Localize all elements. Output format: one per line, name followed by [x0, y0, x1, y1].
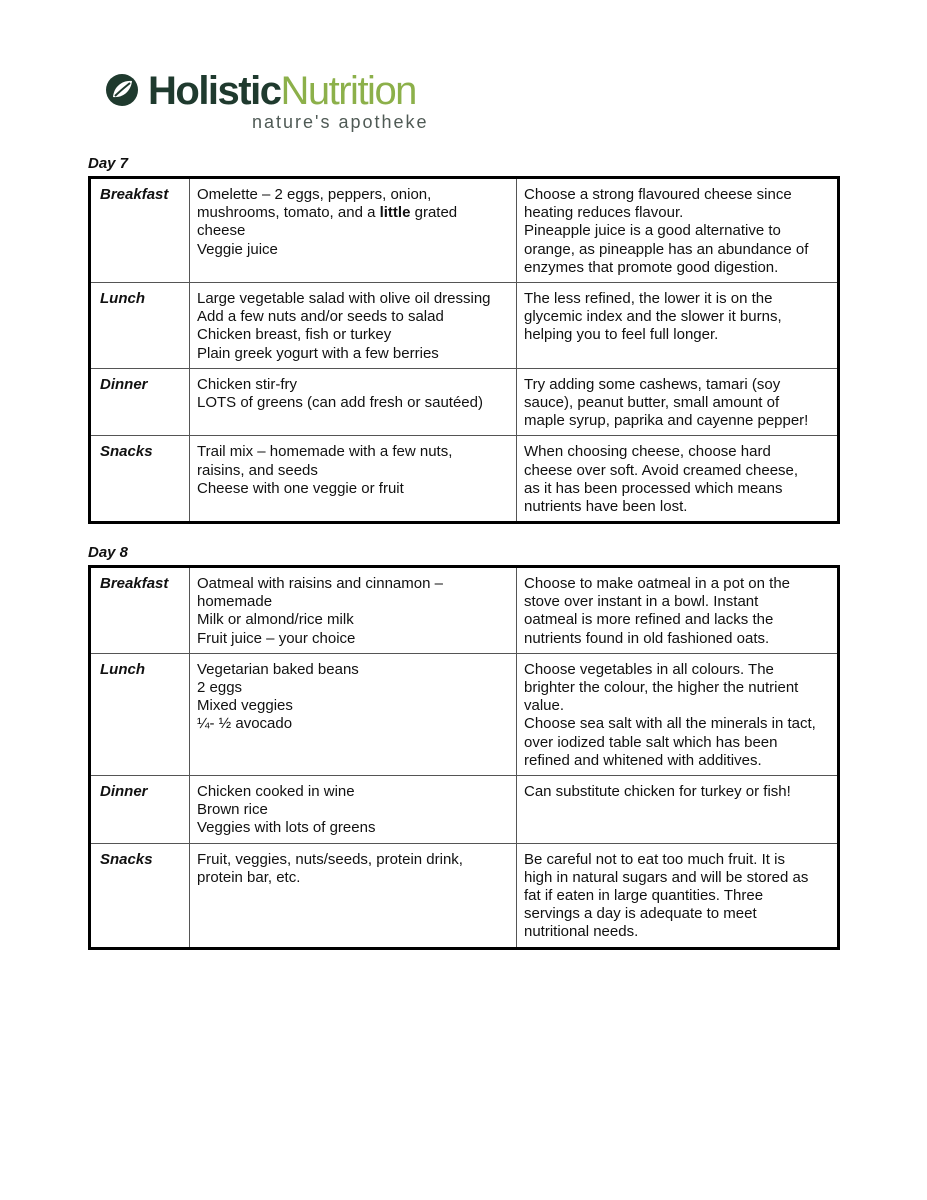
food-text-pre: protein bar, etc.: [197, 868, 301, 886]
food-text-pre: Omelette – 2 eggs, peppers, onion,: [197, 186, 432, 203]
meal-notes: [517, 283, 839, 369]
brand-name-part1: Holistic: [148, 69, 281, 113]
day-7-table: [88, 176, 840, 524]
food-text-pre: Plain greek yogurt with a few berries: [197, 344, 439, 362]
food-text-bold: little: [379, 204, 411, 222]
food-line: [197, 376, 510, 394]
note-line: nutritional needs.: [524, 923, 639, 941]
meal-foods: [190, 776, 517, 844]
food-text-pre: Trail mix – homemade with a few nuts,: [197, 443, 453, 461]
meal-notes: [517, 653, 839, 775]
note-line: nutrients found in old fashioned oats.: [524, 629, 770, 647]
meal-name: Dinner: [90, 368, 190, 436]
meal-notes: [517, 776, 839, 844]
food-text-pre: homemade: [197, 593, 273, 611]
food-text-pre: cheese: [197, 222, 246, 240]
note-line: maple syrup, paprika and cayenne pepper!: [524, 412, 809, 430]
note-line: sauce), peanut butter, small amount of: [524, 394, 780, 412]
day-8-label: Day 8: [88, 544, 129, 561]
food-line: [197, 186, 510, 204]
food-text-pre: Large vegetable salad with olive oil dressing: [197, 290, 491, 308]
note-line: heating reduces flavour.: [524, 204, 684, 222]
meal-row: [90, 368, 839, 436]
food-text-pre: Chicken stir-fry: [197, 375, 298, 393]
food-line: [197, 661, 510, 679]
note-line: fat if eaten in large quantities. Three: [524, 887, 764, 905]
food-text-pre: LOTS of greens (can add fresh or sautéed): [197, 394, 483, 412]
food-text-pre: mushrooms, tomato, and a: [197, 204, 380, 222]
meal-notes: [517, 843, 839, 948]
food-line: [197, 783, 510, 801]
brand-name-part2: Nutrition: [280, 69, 416, 113]
note-line: Choose sea salt with all the minerals in tact,: [524, 715, 816, 733]
meal-name: Lunch: [90, 283, 190, 369]
day-8-table: [88, 565, 840, 950]
food-text-pre: Oatmeal with raisins and cinnamon –: [197, 575, 443, 592]
food-text-pre: Veggie juice: [197, 240, 278, 258]
food-line: [197, 308, 510, 326]
food-line: [197, 630, 510, 648]
note-line: oatmeal is more refined and lacks the: [524, 611, 774, 629]
food-line: [197, 443, 510, 461]
meal-name: Lunch: [90, 653, 190, 775]
food-line: [197, 462, 510, 480]
food-text-pre: 2 eggs: [197, 679, 243, 697]
meal-foods: [190, 283, 517, 369]
food-text-pre: Add a few nuts and/or seeds to salad: [197, 308, 444, 326]
food-line: [197, 290, 510, 308]
note-line: glycemic index and the slower it burns,: [524, 308, 782, 326]
food-line: [197, 204, 510, 222]
note-line: high in natural sugars and will be stored as: [524, 868, 809, 886]
food-text-pre: Brown rice: [197, 801, 268, 819]
food-text-pre: Veggies with lots of greens: [197, 819, 376, 837]
food-line: [197, 679, 510, 697]
meal-row: [90, 843, 839, 948]
meal-foods: [190, 567, 517, 654]
food-text-post: grated: [410, 204, 458, 222]
note-line: orange, as pineapple has an abundance of: [524, 240, 809, 258]
note-line: refined and whitened with additives.: [524, 751, 762, 769]
food-text-pre: Cheese with one veggie or fruit: [197, 479, 404, 497]
meal-row: [90, 653, 839, 775]
food-line: [197, 869, 510, 887]
food-line: [197, 611, 510, 629]
food-line: [197, 480, 510, 498]
note-line: Choose to make oatmeal in a pot on the: [524, 575, 791, 592]
note-line: Can substitute chicken for turkey or fish!: [524, 783, 791, 801]
food-line: [197, 575, 510, 593]
meal-notes: [517, 436, 839, 523]
note-line: enzymes that promote good digestion.: [524, 258, 779, 276]
note-line: Try adding some cashews, tamari (soy: [524, 375, 781, 393]
note-line: Choose a strong flavoured cheese since: [524, 186, 792, 203]
meal-foods: [190, 368, 517, 436]
note-line: The less refined, the lower it is on the: [524, 290, 773, 308]
meal-notes: [517, 567, 839, 654]
food-line: [197, 715, 510, 733]
food-line: [197, 394, 510, 412]
food-text-pre: Fruit, veggies, nuts/seeds, protein drink,: [197, 850, 463, 868]
food-text-pre: Mixed veggies: [197, 697, 293, 715]
note-line: Be careful not to eat too much fruit. It is: [524, 850, 785, 868]
note-line: as it has been processed which means: [524, 479, 783, 497]
food-line: [197, 326, 510, 344]
brand-logo: [104, 68, 474, 138]
note-line: helping you to feel full longer.: [524, 326, 719, 344]
food-line: [197, 697, 510, 715]
food-text-pre: Milk or almond/rice milk: [197, 611, 354, 629]
brand-tagline: nature's apotheke: [252, 112, 429, 132]
note-line: value.: [524, 697, 565, 715]
meal-foods: [190, 843, 517, 948]
food-line: [197, 222, 510, 240]
note-line: Pineapple juice is a good alternative to: [524, 222, 781, 240]
meal-name: Dinner: [90, 776, 190, 844]
food-text-pre: Chicken breast, fish or turkey: [197, 326, 392, 344]
food-line: [197, 345, 510, 363]
food-text-pre: ¼- ½ avocado: [197, 715, 293, 733]
meal-name: Snacks: [90, 843, 190, 948]
note-line: brighter the colour, the higher the nutrient: [524, 679, 799, 697]
food-line: [197, 851, 510, 869]
note-line: Choose vegetables in all colours. The: [524, 660, 774, 678]
food-text-pre: Chicken cooked in wine: [197, 783, 355, 801]
meal-row: [90, 567, 839, 654]
meal-foods: [190, 178, 517, 283]
food-text-pre: raisins, and seeds: [197, 461, 318, 479]
note-line: cheese over soft. Avoid creamed cheese,: [524, 461, 799, 479]
meal-name: Breakfast: [90, 567, 190, 654]
meal-name: Snacks: [90, 436, 190, 523]
note-line: When choosing cheese, choose hard: [524, 443, 771, 461]
meal-name: Breakfast: [90, 178, 190, 283]
meal-foods: [190, 436, 517, 523]
meal-row: [90, 436, 839, 523]
brand-name: [148, 68, 416, 114]
meal-row: [90, 776, 839, 844]
meal-notes: [517, 178, 839, 283]
meal-notes: [517, 368, 839, 436]
note-line: over iodized table salt which has been: [524, 733, 778, 751]
food-line: [197, 819, 510, 837]
leaf-icon: [104, 72, 140, 108]
food-line: [197, 241, 510, 259]
food-line: [197, 593, 510, 611]
note-line: stove over instant in a bowl. Instant: [524, 593, 759, 611]
note-line: nutrients have been lost.: [524, 498, 688, 516]
food-text-pre: Vegetarian baked beans: [197, 660, 359, 678]
note-line: servings a day is adequate to meet: [524, 905, 757, 923]
food-line: [197, 801, 510, 819]
meal-row: [90, 283, 839, 369]
meal-row: [90, 178, 839, 283]
food-text-pre: Fruit juice – your choice: [197, 629, 356, 647]
meal-foods: [190, 653, 517, 775]
day-7-label: Day 7: [88, 155, 129, 172]
